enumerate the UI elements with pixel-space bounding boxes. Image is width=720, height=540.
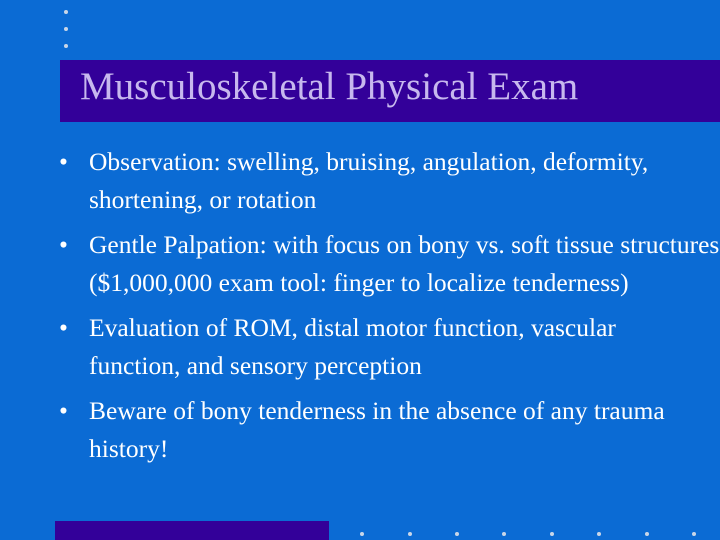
decorative-dot [645, 532, 649, 536]
decorative-dot [408, 532, 412, 536]
bullet-icon: • [59, 230, 68, 259]
decorative-dot [692, 532, 696, 536]
bullet-text: Gentle Palpation: with focus on bony vs. soft tissue structures ($1,000,000 exam tool: finger to localize tenderness) [89, 230, 720, 297]
bullet-icon: • [59, 313, 68, 342]
bullet-icon: • [59, 147, 68, 176]
decorative-dot [502, 532, 506, 536]
bullet-item [56, 143, 689, 218]
bullet-item [56, 392, 669, 467]
bullet-text: Observation: swelling, bruising, angulation, deformity, shortening, or rotation [89, 147, 649, 214]
decorative-dot [597, 532, 601, 536]
bullet-list [56, 143, 720, 475]
decorative-dot [64, 44, 68, 48]
decorative-dot [360, 532, 364, 536]
bullet-item [56, 226, 720, 301]
bottom-bar [55, 521, 329, 540]
decorative-dot [550, 532, 554, 536]
decorative-dot [455, 532, 459, 536]
decorative-dot [64, 27, 68, 31]
bullet-icon: • [59, 396, 68, 425]
bullet-text: Evaluation of ROM, distal motor function, vascular function, and sensory perception [89, 313, 616, 380]
bullet-text: Beware of bony tenderness in the absence of any trauma history! [89, 396, 665, 463]
slide-title: Musculoskeletal Physical Exam [80, 65, 579, 108]
decorative-dot [64, 10, 68, 14]
bullet-item [56, 309, 689, 384]
